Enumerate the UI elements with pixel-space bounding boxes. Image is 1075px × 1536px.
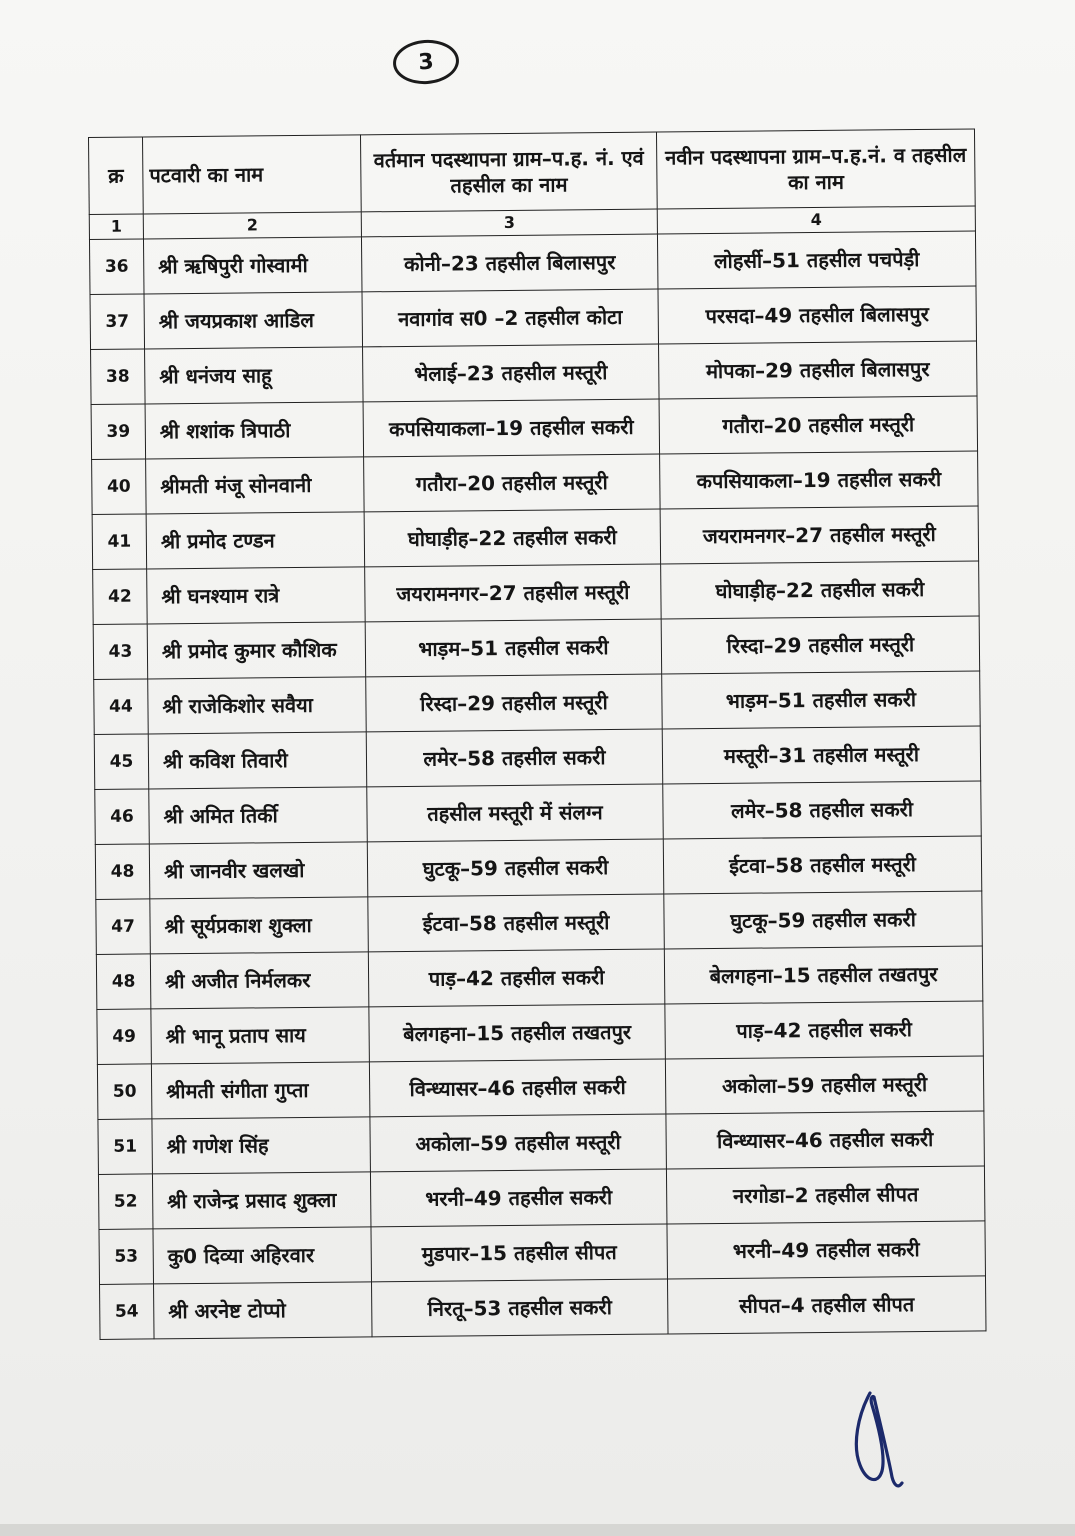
table-row — [94, 726, 980, 790]
row-new-posting: ईटवा–58 तहसील मस्तूरी — [663, 836, 982, 894]
row-new-posting: अकोला–59 तहसील मस्तूरी — [665, 1056, 984, 1114]
row-new-posting: भरनी–49 तहसील सकरी — [667, 1221, 986, 1279]
row-new-posting: भाड़म–51 तहसील सकरी — [662, 671, 981, 729]
page-number-mark — [392, 38, 461, 86]
row-new-posting: घोघाड़ीह–22 तहसील सकरी — [661, 561, 980, 619]
row-new-posting: लोहर्सी–51 तहसील पचपेड़ी — [657, 231, 976, 289]
header-name: पटवारी का नाम — [143, 135, 362, 214]
column-number: 4 — [657, 206, 975, 234]
table-row — [100, 1276, 986, 1340]
row-patwari-name: श्री गणेश सिंह — [152, 1117, 371, 1174]
row-new-posting: रिस्दा–29 तहसील मस्तूरी — [661, 616, 980, 674]
row-serial-number: 51 — [98, 1119, 153, 1175]
row-patwari-name: श्री धनंजय साहू — [145, 347, 364, 404]
row-new-posting: बेलगहना–15 तहसील तखतपुर — [664, 946, 983, 1004]
row-new-posting: मोपका–29 तहसील बिलासपुर — [659, 341, 978, 399]
row-patwari-name: श्री जानवीर खलखो — [149, 842, 368, 899]
table-row — [90, 286, 976, 350]
row-new-posting: विन्ध्यासर–46 तहसील सकरी — [666, 1111, 985, 1169]
row-current-posting: रिस्दा–29 तहसील मस्तूरी — [366, 674, 663, 732]
row-current-posting: कोनी–23 तहसील बिलासपुर — [361, 234, 658, 292]
row-patwari-name: श्री भानू प्रताप साय — [151, 1007, 370, 1064]
row-patwari-name: श्री ऋषिपुरी गोस्वामी — [143, 237, 362, 294]
column-number: 1 — [89, 214, 143, 240]
row-current-posting: घुटकू–59 तहसील सकरी — [367, 839, 664, 897]
row-current-posting: भेलाई–23 तहसील मस्तूरी — [363, 344, 660, 402]
row-serial-number: 44 — [94, 679, 149, 735]
table-row — [91, 341, 977, 405]
table-row — [89, 231, 975, 295]
header-current-posting: वर्तमान पदस्थापना ग्राम–प.ह. नं. एवं तहसील का नाम — [360, 132, 657, 212]
row-serial-number: 46 — [95, 789, 150, 845]
table-row — [94, 671, 980, 735]
table-row — [99, 1221, 985, 1285]
header-row — [89, 129, 976, 215]
row-new-posting: नरगोडा–2 तहसील सीपत — [666, 1166, 985, 1224]
column-number: 3 — [361, 209, 657, 237]
row-current-posting: भाड़म–51 तहसील सकरी — [365, 619, 662, 677]
row-current-posting: गतौरा–20 तहसील मस्तूरी — [364, 454, 661, 512]
row-new-posting: सीपत–4 तहसील सीपत — [667, 1276, 986, 1334]
row-current-posting: जयरामनगर–27 तहसील मस्तूरी — [365, 564, 662, 622]
row-current-posting: विन्ध्यासर–46 तहसील सकरी — [369, 1059, 666, 1117]
row-patwari-name: श्री अमित तिर्की — [149, 787, 368, 844]
row-serial-number: 53 — [99, 1229, 154, 1285]
row-current-posting: कपसियाकला–19 तहसील सकरी — [363, 399, 660, 457]
row-patwari-name: श्री अरनेष्ट टोप्पो — [154, 1282, 373, 1339]
table-row — [98, 1111, 984, 1175]
row-serial-number: 40 — [92, 459, 147, 515]
signature-mark — [848, 1385, 908, 1495]
row-patwari-name: श्रीमती मंजू सोनवानी — [146, 457, 365, 514]
table-row — [96, 946, 982, 1010]
row-current-posting: भरनी–49 तहसील सकरी — [370, 1169, 667, 1227]
row-new-posting: कपसियाकला–19 तहसील सकरी — [660, 451, 979, 509]
table-row — [95, 836, 981, 900]
row-patwari-name: श्री जयप्रकाश आडिल — [144, 292, 363, 349]
row-patwari-name: श्री प्रमोद कुमार कौशिक — [147, 622, 366, 679]
row-new-posting: परसदा–49 तहसील बिलासपुर — [658, 286, 977, 344]
row-patwari-name: श्री अजीत निर्मलकर — [150, 952, 369, 1009]
table-row — [97, 1056, 983, 1120]
row-current-posting: तहसील मस्तूरी में संलग्न — [367, 784, 664, 842]
row-serial-number: 45 — [94, 734, 149, 790]
row-serial-number: 42 — [93, 569, 148, 625]
transfer-table-wrapper — [88, 128, 986, 1339]
row-patwari-name: श्री सूर्यप्रकाश शुक्ला — [150, 897, 369, 954]
row-patwari-name: श्री शशांक त्रिपाठी — [145, 402, 364, 459]
table-row — [93, 616, 979, 680]
table-row — [92, 451, 978, 515]
header-new-posting: नवीन पदस्थापना ग्राम–प.ह.नं. व तहसील का नाम — [656, 129, 975, 209]
row-current-posting: मुडपार–15 तहसील सीपत — [371, 1224, 668, 1282]
row-serial-number: 43 — [93, 624, 148, 680]
row-patwari-name: श्रीमती संगीता गुप्ता — [151, 1062, 370, 1119]
table-row — [95, 781, 981, 845]
row-current-posting: ईटवा–58 तहसील मस्तूरी — [368, 894, 665, 952]
row-patwari-name: श्री प्रमोद टण्डन — [146, 512, 365, 569]
row-serial-number: 48 — [96, 954, 151, 1010]
scan-bottom-edge — [0, 1524, 1075, 1536]
row-serial-number: 48 — [95, 844, 150, 900]
row-serial-number: 39 — [91, 404, 146, 460]
row-patwari-name: श्री राजेकिशोर सवैया — [148, 677, 367, 734]
row-serial-number: 47 — [96, 899, 151, 955]
row-new-posting: जयरामनगर–27 तहसील मस्तूरी — [660, 506, 979, 564]
row-patwari-name: श्री राजेन्द्र प्रसाद शुक्ला — [152, 1172, 371, 1229]
row-serial-number: 54 — [100, 1284, 155, 1340]
table-row — [91, 396, 977, 460]
row-current-posting: नवागांव स0 –2 तहसील कोटा — [362, 289, 659, 347]
row-current-posting: पाड़–42 तहसील सकरी — [368, 949, 665, 1007]
table-row — [98, 1166, 984, 1230]
table-row — [97, 1001, 983, 1065]
row-new-posting: लमेर–58 तहसील सकरी — [663, 781, 982, 839]
row-current-posting: निरतू–53 तहसील सकरी — [372, 1279, 669, 1337]
transfer-table — [88, 128, 987, 1339]
row-patwari-name: श्री कविश तिवारी — [148, 732, 367, 789]
row-patwari-name: कु0 दिव्या अहिरवार — [153, 1227, 372, 1284]
row-serial-number: 38 — [91, 349, 146, 405]
row-current-posting: घोघाड़ीह–22 तहसील सकरी — [364, 509, 661, 567]
row-serial-number: 49 — [97, 1009, 152, 1065]
row-new-posting: घुटकू–59 तहसील सकरी — [664, 891, 983, 949]
row-new-posting: गतौरा–20 तहसील मस्तूरी — [659, 396, 978, 454]
row-serial-number: 52 — [98, 1174, 153, 1230]
row-serial-number: 36 — [89, 239, 144, 295]
table-row — [92, 506, 978, 570]
row-serial-number: 50 — [97, 1064, 152, 1120]
row-current-posting: अकोला–59 तहसील मस्तूरी — [370, 1114, 667, 1172]
column-number: 2 — [143, 212, 361, 239]
row-current-posting: बेलगहना–15 तहसील तखतपुर — [369, 1004, 666, 1062]
row-serial-number: 37 — [90, 294, 145, 350]
row-patwari-name: श्री घनश्याम रात्रे — [147, 567, 366, 624]
table-row — [93, 561, 979, 625]
table-row — [96, 891, 982, 955]
row-new-posting: मस्तूरी–31 तहसील मस्तूरी — [662, 726, 981, 784]
row-serial-number: 41 — [92, 514, 147, 570]
row-new-posting: पाड़–42 तहसील सकरी — [665, 1001, 984, 1059]
row-current-posting: लमेर–58 तहसील सकरी — [366, 729, 663, 787]
header-serial: क्र — [89, 137, 144, 215]
page-number-text: 3 — [417, 48, 435, 76]
